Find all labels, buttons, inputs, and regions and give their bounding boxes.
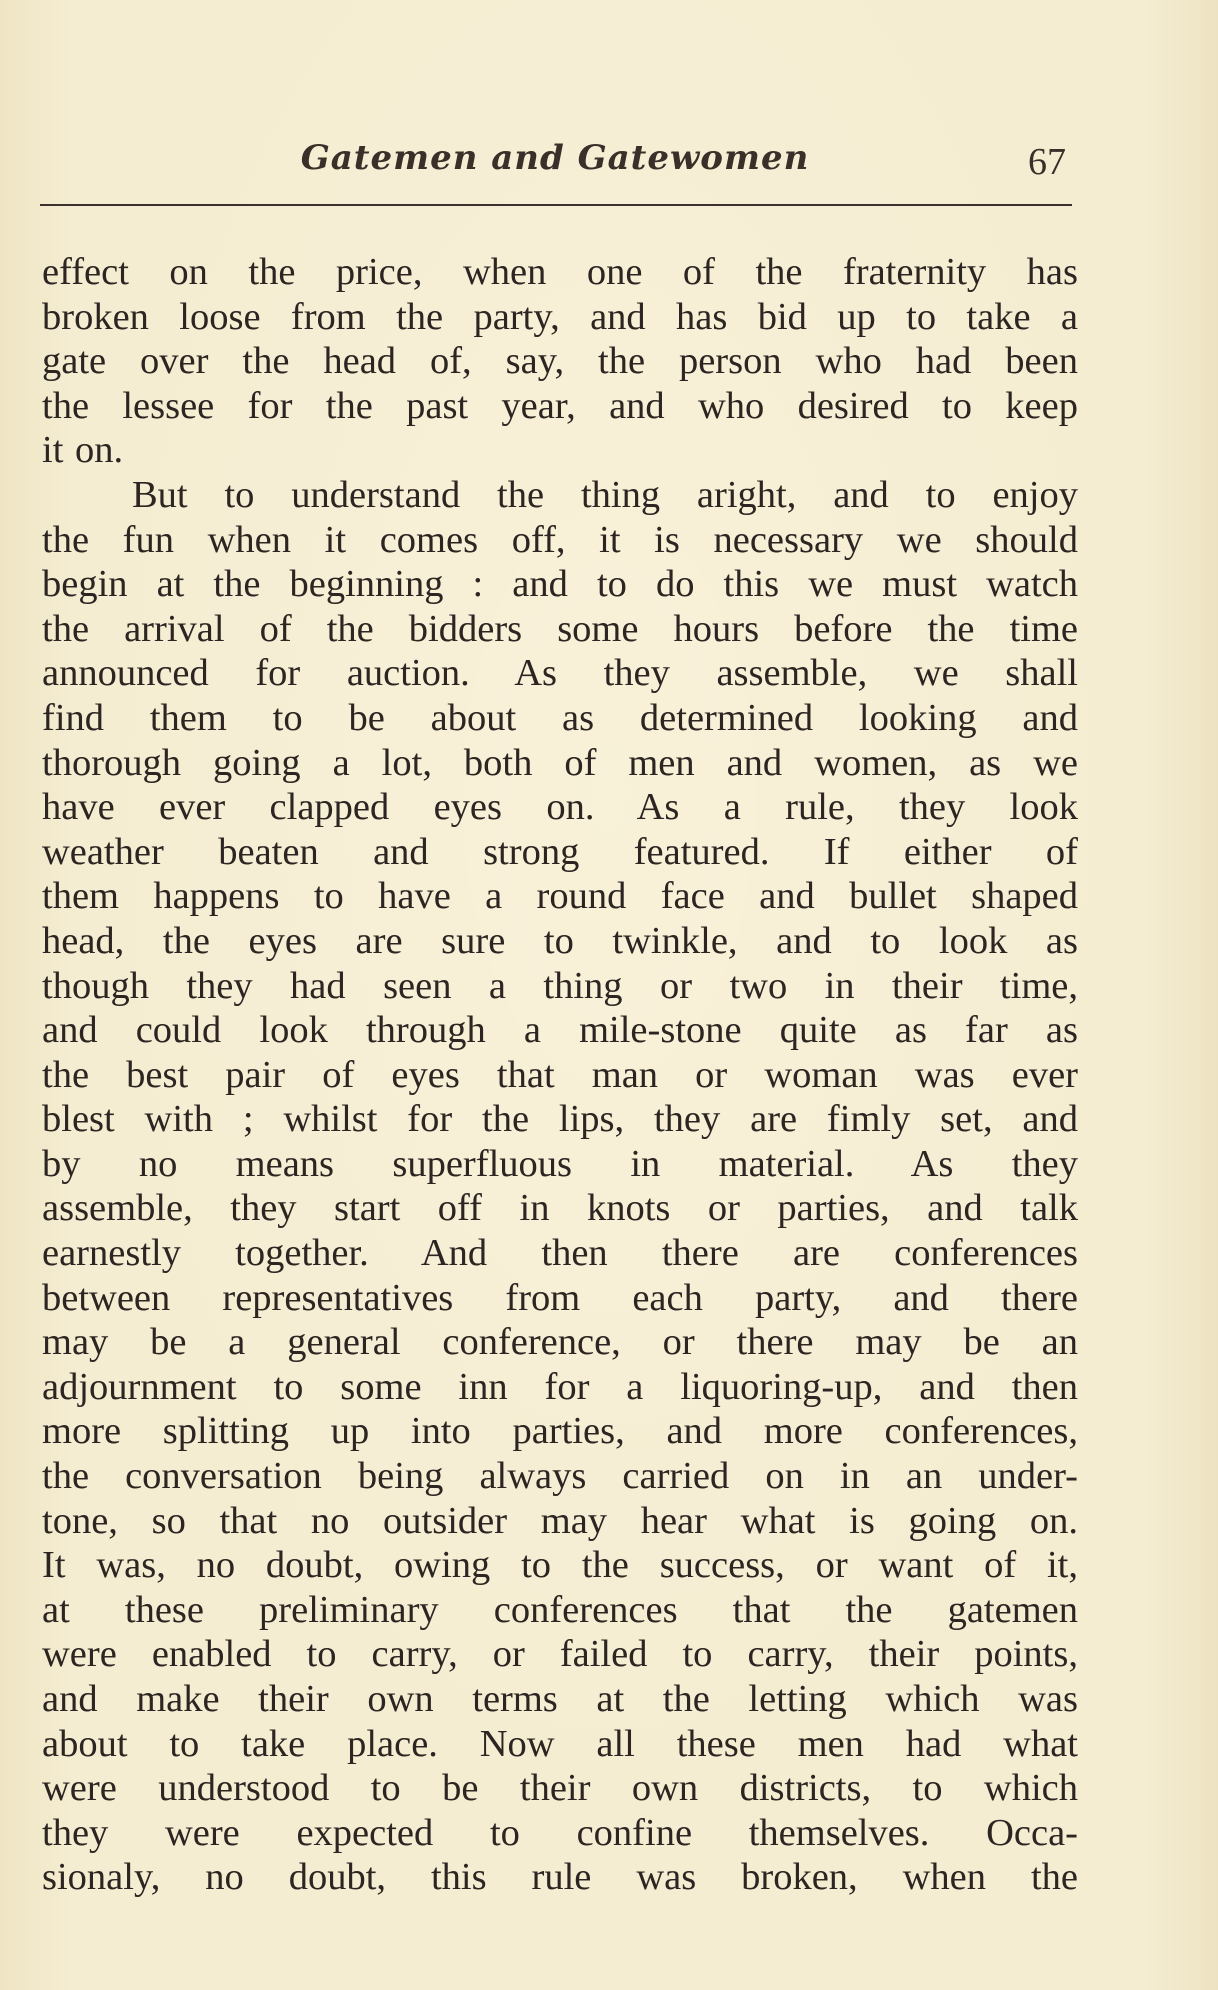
text-line: it on. — [42, 429, 124, 472]
text-line: the arrival of the bidders some hours before the time — [42, 607, 1078, 650]
text-line: broken loose from the party, and has bid up to take a — [42, 295, 1078, 338]
text-line: blest with ; whilst for the lips, they are fimly set, and — [42, 1098, 1078, 1141]
text-line: begin at the beginning : and to do this we must watch — [42, 563, 1078, 606]
text-line: the best pair of eyes that man or woman was ever — [42, 1053, 1078, 1096]
text-line: though they had seen a thing or two in their time, — [42, 964, 1078, 1007]
text-line: at these preliminary conferences that the gatemen — [42, 1588, 1078, 1631]
text-line: sionaly, no doubt, this rule was broken, when the — [42, 1856, 1078, 1899]
text-line: weather beaten and strong featured. If either of — [42, 830, 1078, 873]
text-line: and make their own terms at the letting which was — [42, 1678, 1078, 1720]
running-title: Gatemen and Gatewomen — [300, 138, 810, 178]
text-line: assemble, they start off in knots or parties, and talk — [42, 1187, 1078, 1230]
text-line: announced for auction. As they assemble, we shall — [42, 652, 1078, 695]
text-line: them happens to have a round face and bullet shaped — [42, 875, 1078, 918]
page-header — [40, 132, 1070, 192]
text-line: adjournment to some inn for a liquoring-up, and then — [42, 1365, 1078, 1408]
text-line: about to take place. Now all these men had what — [42, 1722, 1078, 1765]
text-line: But to understand the thing aright, and to enjoy — [132, 473, 1078, 516]
text-line: tone, so that no outsider may hear what is going on. — [42, 1499, 1078, 1542]
text-line: between representatives from each party, and there — [42, 1276, 1078, 1319]
text-line: thorough going a lot, both of men and women, as we — [42, 741, 1078, 784]
text-line: earnestly together. And then there are conferences — [42, 1232, 1078, 1275]
text-line: were understood to be their own districts, to which — [42, 1767, 1078, 1810]
text-line: may be a general conference, or there may be an — [42, 1321, 1078, 1364]
header-rule — [40, 204, 1072, 206]
text-line: It was, no doubt, owing to the success, or want of it, — [42, 1544, 1078, 1587]
text-line: the conversation being always carried on in an under- — [42, 1455, 1078, 1498]
text-line: find them to be about as determined looking and — [42, 696, 1078, 739]
text-line: head, the eyes are sure to twinkle, and to look as — [42, 919, 1078, 962]
text-line: they were expected to confine themselves. Occa- — [42, 1811, 1078, 1854]
text-line: effect on the price, when one of the fraternity has — [42, 251, 1078, 293]
text-line: the fun when it comes off, it is necessary we should — [42, 518, 1078, 561]
text-line: more splitting up into parties, and more conferences, — [42, 1410, 1078, 1453]
text-line: and could look through a mile-stone quite as far as — [42, 1009, 1078, 1052]
text-line: were enabled to carry, or failed to carry, their points, — [42, 1633, 1078, 1676]
text-line: gate over the head of, say, the person who had been — [42, 340, 1078, 383]
text-line: have ever clapped eyes on. As a rule, they look — [42, 786, 1078, 829]
page-number: 67 — [1028, 141, 1066, 183]
text-line: the lessee for the past year, and who desired to keep — [42, 384, 1078, 427]
body-text — [42, 250, 1078, 1900]
text-line: by no means superfluous in material. As they — [42, 1142, 1078, 1185]
